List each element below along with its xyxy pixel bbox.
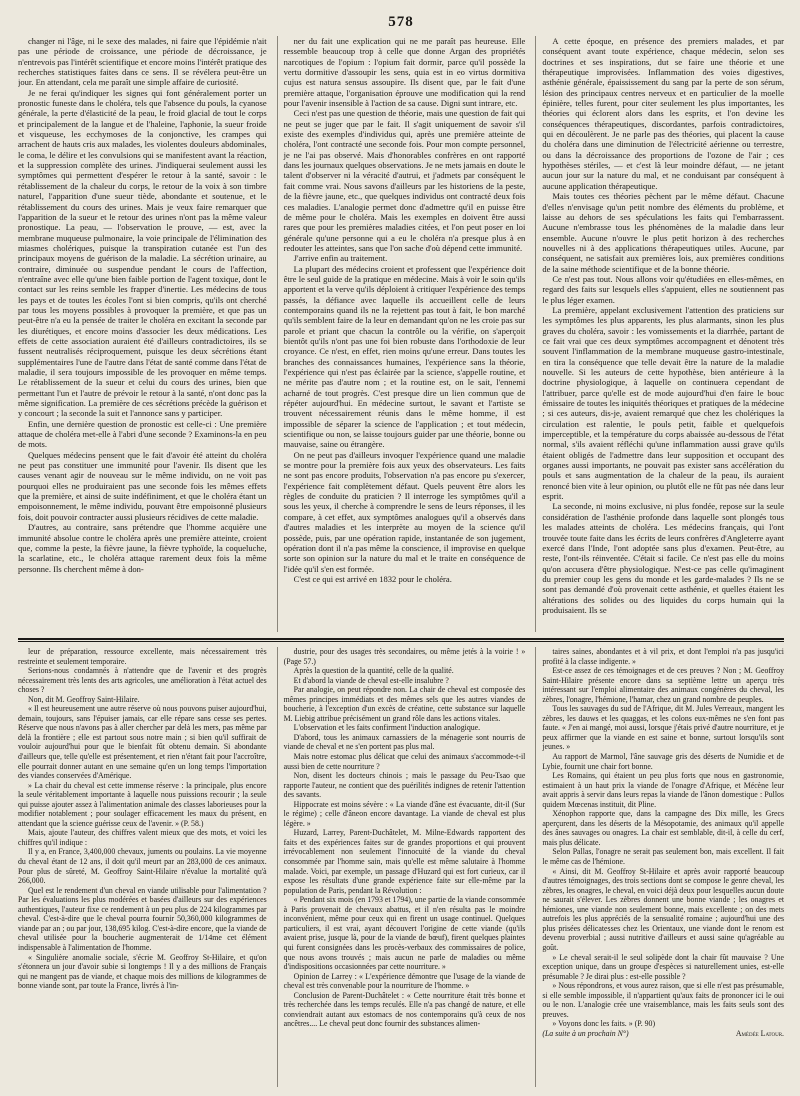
paragraph: Huzard, Larrey, Parent-Duchâtelet, M. Milne-Edwards rapportent des faits et des expériences faites sur de grandes proportions et qui prouvent irrévocablement non seulement l'innocuité de la viande du cheval consommée par l'homme sain, mais qu'elle est même salutaire à l'homme malade. Voici, par exemple, un passage d'Huzard qui est fort curieux, car il expose les résultats d'une grande expérience faite sur elle-même par la population de Paris, pendant la Révolution : [283, 828, 526, 895]
paragraph: Serions-nous condamnés à n'attendre que de l'avenir et des progrès nécessairement très lents des arts agricoles, une amélioration à l'état actuel des choses ? [18, 666, 267, 695]
continuation-note: (La suite à un prochain N°) [542, 1028, 629, 1038]
paragraph: » Nous répondrons, et vous aurez raison, que si elle n'est pas présumable, si elle semble impossible, il n'appartient qu'aux faits de prononcer ici le oui ou le non. L'analogie crée une vraisemblance, mais les faits seuls sont des preuves. [542, 981, 784, 1019]
paragraph: changer ni l'âge, ni le sexe des malades, ni faire que l'épidémie n'ait pas une période de croissance, une période de décroissance, je n'entrevois pas l'intérêt scientifique et encore moins l'intérêt pratique des recherches statistiques faites dans ce sens. Il se révélera peut-être un jour. En attendant, cela me paraît une simple affaire de curiosité. [18, 36, 267, 88]
paragraph: » Voyons donc les faits. » (P. 90) [552, 1019, 656, 1029]
paragraph: Au rapport de Marmol, l'âne sauvage gris des déserts de Numidie et de Lybie, fournit une chair fort bonne. [542, 752, 784, 771]
paragraph: J'arrive enfin au traitement. [293, 253, 388, 264]
paragraph: Par analogie, on peut répondre non. La chair de cheval est composée des mêmes principes immédiats et des mêmes sels que les autres viandes de boucherie, à l'exception d'un excès de créatine, cette substance sur laquelle M. Liebig attribue précisément un grand rôle dans les actions vitales. [283, 685, 526, 723]
article-column-3 [535, 36, 784, 632]
paragraph: » Le cheval serait-il le seul solipède dont la chair fût mauvaise ? Une exception unique, dans un groupe d'espèces si naturellement unies, est-elle présumable ? Je dirai plus : est-elle possible ? [542, 952, 784, 981]
paragraph: La seconde, ni moins exclusive, ni plus fondée, repose sur la seule considération de l'asthénie profonde dans laquelle sont plongés tous les malades atteints de choléra. Les médecins français, qui l'ont trouvée toute faite dans les écrits de leurs confrères d'Angleterre ayant exercé dans l'Inde, l'ont adoptée sans plus d'examen. Peut-être, au reste, l'ont-ils réinventée. C'était si facile. Ce n'est pas elle du moins qu'on accusera d'être physiologique. N'est-ce pas celle qu'imaginent du premier coup les gens du monde et les garde-malades ? Ils ne se sont pas demandé d'où provenait cette asthénie, et quelles étaient les altérations des solides ou des liquides du corps humain qui la produisaient. Ils se [542, 501, 784, 615]
feuilleton [18, 647, 784, 1087]
paragraph: dustrie, pour des usages très secondaires, ou même jetés à la voirie ! » (Page 57.) [283, 647, 526, 666]
paragraph: La première, appelant exclusivement l'attention des praticiens sur les symptômes les plus apparents, les plus alarmants, sinon les plus graves du choléra, savoir : les vomissements et la diarrhée, partant de ce fait vrai que ces deux symptômes accompagnent et dénotent très souvent l'inflammation de la membrane muqueuse gastro-intestinale, en tira la conséquence que telle devait être la nature de la maladie nouvelle. Si les auteurs de cette hypothèse, bien antérieure à la doctrine physiologique, à laquelle on continuera cependant de l'attribuer, parce qu'elle est de mode aujourd'hui d'en faire le bouc émissaire de toutes les iniquités théoriques et pratiques de la médecine ; si ces auteurs, dis-je, avaient remarqué que chez les cholériques la circulation est ralentie, le pouls petit, faible et quelquefois imperceptible, et la température du corps abaissée au-dessous de l'état normal, s'ils avaient réfléchi qu'une inflammation aussi grave qu'ils étaient obligés de l'admettre dans leur supposition et occupant des organes aussi importants, ne pouvait pas exister sans accélération du pouls et sans augmentation de la chaleur de la peau, ils auraient renoncé bien vite à leur opinion, ou plutôt elle ne fût pas née dans leur esprit. [542, 304, 784, 502]
paragraph: Je ne ferai qu'indiquer les signes qui font généralement porter un pronostic funeste dans le choléra, tels que l'absence du pouls, la cyanose générale, la perte d'élasticité de la peau, le froid glacial de tout le corps et principalement de la langue et de l'haleine, l'aphonie, la sueur froide et visqueuse, les ecchymoses de la conjonctive, les crampes qui arrachent de hauts cris aux malades, les violentes douleurs abdominales, le coma, le délire et les convulsions qui se manifestent avant la réaction, et la suppression complète des urines. J'indiquerai seulement aussi les symptômes qui permettent d'espérer le retour à la santé, savoir : le rétablissement de la chaleur du corps, le retour de la voix à son timbre naturel, l'apparition d'une sueur tiède, abondante et soutenue, et le rétablissement du cours des urines. Mais je veux faire remarquer que l'apparition de la sueur et le retour des urines n'ont pas la même valeur pronostique. La peau, — l'observation le prouve, — est, avec la membrane muqueuse pulmonaire, la voie principale de l'élimination des miasmes cholériques, puisque la transpiration cutanée est l'un des principaux moyens de guérison de la maladie. La sécrétion urinaire, au contraire, diminuée ou suspendue pendant le cours de l'affection, n'entraîne avec elle qu'une bien faible portion de l'agent toxique, dont le contact sur les reins semble les frapper d'inertie. Les médecins de tous les pays et de toutes les écoles l'ont si bien compris, qu'ils ont cherché par tous les moyens possibles à provoquer la première, et que pas un peut-être n'a eu la pensée de traiter le choléra en excitant la seconde par les diurétiques, et encore moins d'associer les deux médications. Les effets de cette association auraient été d'ailleurs contradictoires, ils se fussent neutralisés réciproquement, puisque les deux sécrétions étant supplémentaires l'une de l'autre dans l'état de santé comme dans l'état de maladie, il sera toujours impossible de les provoquer en même temps. Le rétablissement de la sueur et celui du cours des urines, bien que permettant l'un et l'autre de prévoir le retour à la santé, n'ont donc pas la même signification. La première de ces sécrétions précède la guérison et y concourt ; la seconde la suit et l'annonce sans y participer. [18, 87, 267, 419]
main-article [18, 36, 784, 632]
paragraph: Et d'abord la viande de cheval est-elle insalubre ? [293, 675, 449, 685]
paragraph: D'abord, tous les animaux carnassiers de la ménagerie sont nourris de viande de cheval et ne s'en portent pas plus mal. [283, 732, 526, 752]
paragraph: Les Romains, qui étaient un peu plus forts que nous en gastronomie, estimaient à un haut prix la viande de l'onagre d'Afrique, et Mécène leur avait appris à servir dans leurs repas la viande de l'ânon domestique : Pullos quidem Mœcenas instituit, dit Pline. [542, 771, 784, 809]
paragraph: Ce n'est pas tout. Nous allons voir qu'étudiées en elles-mêmes, en regard des faits sur lesquels elles s'appuient, elles ne soutiennent pas le plus léger examen. [542, 273, 784, 305]
paragraph: « Pendant six mois (en 1793 et 1794), une partie de la viande consommée à Paris provenait de chevaux abattus, et il n'en résulta pas le moindre inconvénient, même pour ceux qui en firent un usage continuel. Quelques particuliers, il est vrai, ayant découvert l'origine de cette viande (qu'ils avaient prise, jusque là, pour de la viande de bœuf), firent quelques plaintes qui furent consignées dans les procès-verbaux des commissaires de police, que nous avons trouvés ; mais aucun ne parle de maladies ou même d'indispositions occasionnées par cette nourriture. » [283, 895, 526, 972]
paragraph: C'est ce qui est arrivé en 1832 pour le choléra. [293, 573, 452, 584]
paragraph: A cette époque, en présence des premiers malades, et par conséquent avant toute expérience, chaque médecin, selon ses doctrines et ses inspirations, dut se faire une théorie et une thérapeutique improvisées. Inflammation des voies digestives, asthénie générale, épaississement du sang par la perte de son sérum, lésion des principaux centres nerveux et en particulier de la moelle épinière, telles furent, pour citer seulement les plus importantes, les théories qui éclorent alors dans les esprits, et l'on devine les conséquences thérapeutiques, discordantes, parfois contradictoires, qui en découlèrent. Je ne parle pas des théories, qui placent la cause du choléra dans une diminution de l'électricité aérienne ou terrestre, ou dans la décroissance des proportions de l'ozone de l'air ; ces hypothèses stériles, — et c'est là leur moindre défaut, — ne jetant aucun jour sur la nature du mal, et ne conduisant par conséquent à aucune application thérapeutique. [542, 36, 784, 191]
paragraph: « Il est heureusement une autre réserve où nous pouvons puiser aujourd'hui, demain, toujours, sans l'épuiser jamais, car elle répare sans cesse ses pertes. Réserve que nous n'avons pas à aller chercher par delà les mers, pas même par delà la frontière ; elle est partout sous notre main ; si bien qu'il suffirait de vouloir aujourd'hui pour que le bienfait fût obtenu demain. Si abondante d'ailleurs que, telle qu'elle est présentement, et rien n'étant fait pour l'accroître, elle pourrait donner autant en une semaine qu'en un long temps l'importation des viandes conservées d'Amérique. [18, 704, 267, 781]
paragraph: Hippocrate est moins sévère : « La viande d'âne est évacuante, dit-il (Sur le régime) ; celle d'âneon encore davantage. La viande de cheval est plus légère. » [283, 799, 526, 828]
paragraph: « Ainsi, dit M. Geoffroy St-Hilaire et après avoir rapporté beaucoup d'autres témoignages, des trois sections dont se compose le genre cheval, les zèbres, les onagres, le cheval, en voici déjà deux pour lesquelles aucun doute ne saurait s'élever. Les zèbres donnent une bonne viande ; les onagres et hémiones, une viande non seulement bonne, mais excellente ; on des mets autrefois les plus appréciés de la sensualité romaine ; aujourd'hui une des plus prisées délicatesses chez les Orientaux, une viande dont le renom est devenu proverbial ; aussi nutritive d'ailleurs et aussi saine qu'agréable au goût. [542, 866, 784, 952]
paragraph: Il y a, en France, 3,400,000 chevaux, juments ou poulains. La vie moyenne du cheval étant de 12 ans, il doit qu'il meurt par an 283,000 de ces animaux. Pour plus de sûreté, M. Geoffroy Saint-Hilaire n'évalue la mortalité qu'à 266,000. [18, 847, 267, 886]
paragraph: Non, disent les docteurs chinois ; mais le passage du Peu-Tsao que rapporte l'auteur, ne contient que des puérilités indignes de retenir l'attention des savants. [283, 771, 526, 800]
page-number: 578 [388, 14, 414, 30]
paragraph: Mais, ajoute l'auteur, des chiffres valent mieux que des mots, et voici les chiffres qu'il indique : [18, 828, 267, 847]
paragraph: Mais toutes ces théories pèchent par le même défaut. Chacune d'elles n'envisage qu'un petit nombre des éléments du problème, et laisse au dehors de ses spéculations les faits qui l'embarrassent. Aucune n'embrasse tous les phénomènes de la maladie dans leur ensemble. Aucune n'ouvre le plus petit horizon à des recherches nouvelles ni à des applications thérapeutiques utiles. Aucune, par conséquent, ne satisfait aux premières lois, aux premières conditions de la saine méthode scientifique et de la bonne théorie. [542, 191, 784, 274]
paragraph: D'autres, au contraire, sans prétendre que l'homme acquière une immunité absolue contre le choléra après une première atteinte, croient que, comme la peste, la fièvre jaune, la fièvre typhoïde, la coqueluche, la scarlatine, etc., le choléra attaque rarement deux fois la même personne. Ils cherchent même à don- [18, 522, 267, 574]
paragraph: On ne peut pas d'ailleurs invoquer l'expérience quand une maladie se montre pour la première fois aux yeux des observateurs. Les faits ne sont pas encore produits, l'observation n'a pas encore pu s'exercer, l'expérience fait complètement défaut. Quels peuvent être alors les règles de conduite du praticien ? Il interroge les symptômes qu'il a sous les yeux, il cherche à comprendre le sens de leurs réponses, il les compare, à cet effet, aux symptômes analogues qu'il a observés dans d'autres maladies et les interprète au moyen de la science qu'il possède, puis, par une opération rapide, instantanée de son jugement, opération dont il n'a pas même la conscience, il improvise en quelque sorte son opinion sur la nature du mal et le traite en conséquence de l'idée qu'il s'en est formée. [283, 449, 526, 574]
paragraph: Opinion de Larrey : « L'expérience démontre que l'usage de la viande de cheval est très convenable pour la nourriture de l'homme. » [283, 971, 526, 991]
feuilleton-divider [18, 638, 784, 642]
feuilleton-column-3 [535, 647, 784, 1087]
paragraph: Xénophon rapporte que, dans la campagne des Dix mille, les Grecs aperçurent, dans les déserts de la Mésopotamie, des animaux qu'il appelle des ânes sauvages ou onagres. La chair est semblable, dit-il, à celle du cerf, mais plus délicate. [542, 809, 784, 847]
paragraph: Non, dit M. Geoffroy Saint-Hilaire. [28, 694, 140, 704]
paragraph: ner du fait une explication qui ne me paraît pas heureuse. Elle ressemble beaucoup trop à celle que donne Argan des propriétés narcotiques de l'opium : l'opium fait dormir, parce qu'il possède la vertu dormitive d'assoupir les sens, quia est in eo virtus dormitiva cujus est natura sensus assoupire. Ils disent que, par le fait d'une première attaque, l'organisation éprouve une modification qui la rend pour l'avenir insensible à l'action de sa cause. Digni sunt intrare, etc. [283, 36, 526, 109]
paragraph: Ceci n'est pas une question de théorie, mais une question de fait qui ne peut se juger que par le fait. Il s'agit uniquement de savoir s'il existe des exemples d'individus qui, après une première atteinte de choléra, l'ont contracté une seconde fois. Pour mon compte personnel, je ne l'ai pas observé. Mais d'honorables confrères en ont rapporté dans les journaux quelques observations. Je ne mets jamais en doute le talent d'observer ni la véracité d'autrui, et j'admets par conséquent le fait comme vrai. Nous savons d'ailleurs par les historiens de la peste, de la fièvre jaune, etc., que quelques individus ont contracté deux fois ces maladies. L'analogie permet donc d'admettre qu'il en puisse être de même pour le choléra. Mais les exemples en doivent être aussi rares que pour les premières maladies citées, et l'on peut poser en loi générale qu'une personne qui a eu le choléra n'a presque plus à en redouter les atteintes, sans que l'on sache d'où dépend cette immunité. [283, 108, 526, 253]
paragraph: L'observation et les faits confirment l'induction analogique. [293, 723, 481, 733]
paragraph: Selon Pallas, l'onagre ne serait pas seulement bon, mais excellent. Il fait le même cas de l'hémione. [542, 847, 784, 867]
paragraph: Est-ce assez de ces témoignages et de ces preuves ? Non ; M. Geoffroy Saint-Hilaire présente encore dans sa septième lettre un aperçu très intéressant sur l'emploi alimentaire des animaux congénères du cheval, les zèbres, l'onagre, l'hémione, l'hamar, chez un grand nombre de peuples. [542, 666, 784, 704]
feuilleton-column-1 [18, 647, 267, 1087]
paragraph: La plupart des médecins croient et professent que l'expérience doit être le seul guide de la pratique en médecine. Mais à voir le soin qu'ils apportent et la verve qu'ils déploient à critiquer l'expérience des temps passés, la défiance avec laquelle ils accueillent celle de leurs contemporains quand ils ne la rejettent pas tout à fait, le bon marché qu'ils semblent faire de la leur en demandant qu'on ne les croie pas sur parole et priant que chacun la contrôle ou la vérifie, on s'aperçoit bientôt qu'ils n'ont pas une foi bien robuste dans l'orthodoxie de leur croyance. Ce n'est, en effet, rien moins qu'une erreur. Dans toutes les branches des connaissances humaines, l'expérience sans la théorie, l'expérience qui n'est pas éclairée par la science, s'appelle routine, et ne mérite pas d'autre nom ; et la routine est, on le sait, l'ennemi acharné de tout progrès. C'est presque dire un lien commun que de répéter aujourd'hui. En médecine surtout, le savant et l'artiste se trouvent nécessairement réunis dans le même homme, il est impossible de séparer la science de l'application ; et tout médecin, scientifique ou non, se laisse toujours guider par une théorie, bonne ou mauvaise, saine ou étrangère. [283, 263, 526, 450]
paragraph: Quel est le rendement d'un cheval en viande utilisable pour l'alimentation ? Par les évaluations les plus modérées et basées d'ailleurs sur des expériences authentiques, l'auteur fixe ce rendement à un peu plus de 224 kilogrammes par cheval. C'est-à-dire que le cheval pourra fournir 50,360,000 kilogrammes de viande par an ; ou par jour, 138,695 kilog. C'est-à-dire encore, que la viande de cheval utilisée pour la boucherie augmenterait de 1/14me cet élément indispensable à l'alimentation de l'homme. [18, 885, 267, 952]
signature-row [542, 1029, 784, 1039]
author-signature: Amédée Latour. [735, 1028, 784, 1038]
paragraph: Quelques médecins pensent que le fait d'avoir été atteint du choléra ne peut pas constituer une immunité pour l'avenir. Ils disent que les causes venant agir de nouveau sur le même individu, on ne voit pas pourquoi elles ne produiraient pas une seconde fois les mêmes effets que la première, et ainsi de suite indéfiniment, et que le choléra étant un empoisonnement, le même individu, pouvant être empoisonné plusieurs fois, doit pouvoir contracter aussi plusieurs récidives de cette maladie. [18, 449, 267, 522]
paragraph: taires saines, abondantes et à vil prix, et dont l'emploi n'a pas jusqu'ici profité à la classe indigente. » [542, 647, 784, 666]
paragraph: Après la question de la quantité, celle de la qualité. [293, 666, 454, 676]
article-column-1 [18, 36, 267, 632]
paragraph: Mais notre estomac plus délicat que celui des animaux s'accommode-t-il aussi bien de cette nourriture ? [283, 752, 526, 771]
paragraph: Tous les sauvages du sud de l'Afrique, dit M. Jules Verreaux, mangent les zèbres, les dauws et les quaggas, et les colons eux-mêmes ne s'en font pas faute. « J'en ai mangé, moi aussi, lorsque j'étais privé d'autre nourriture, et je peux affirmer que la viande en est saine et bonne, surtout lorsqu'ils sont jeunes. » [542, 704, 784, 752]
paragraph: Enfin, une dernière question de pronostic est celle-ci : Une première attaque de choléra met-elle à l'abri d'une seconde ? Examinons-la en peu de mots. [18, 418, 267, 450]
paragraph: leur de préparation, ressource excellente, mais nécessairement très restreinte et seulement temporaire. [18, 647, 267, 666]
feuilleton-column-2 [277, 647, 526, 1087]
paragraph: » La chair du cheval est cette immense réserve : la principale, plus encore la seule véritablement importante à laquelle nous puissions recourir ; la seule qui puisse ajouter assez à l'alimentation animale des classes laborieuses pour la modifier notablement ; pour soulager efficacement les maux du présent, en attendant que la science guérisse ceux de l'avenir. » (P. 58.) [18, 780, 267, 828]
paragraph: « Singulière anomalie sociale, s'écrie M. Geoffroy St-Hilaire, et qu'on s'étonnera un jour d'avoir subie si longtemps ! Il y a des millions de Français qui ne mangent pas de viande, et chaque mois des millions de kilogrammes de bonne viande sont, par toute la France, livrés à l'in- [18, 952, 267, 991]
paragraph: Conclusion de Parent-Duchâtelet : « Cette nourriture était très bonne et très recherchée dans les temps reculés. Elle n'a pas changé de nature, et elle conviendrait autant aux estomacs de nos contemporains qu'à ceux de nos ancêtres.... Le cheval peut donc fournir des substances alimen- [283, 990, 526, 1029]
article-column-2 [277, 36, 526, 632]
